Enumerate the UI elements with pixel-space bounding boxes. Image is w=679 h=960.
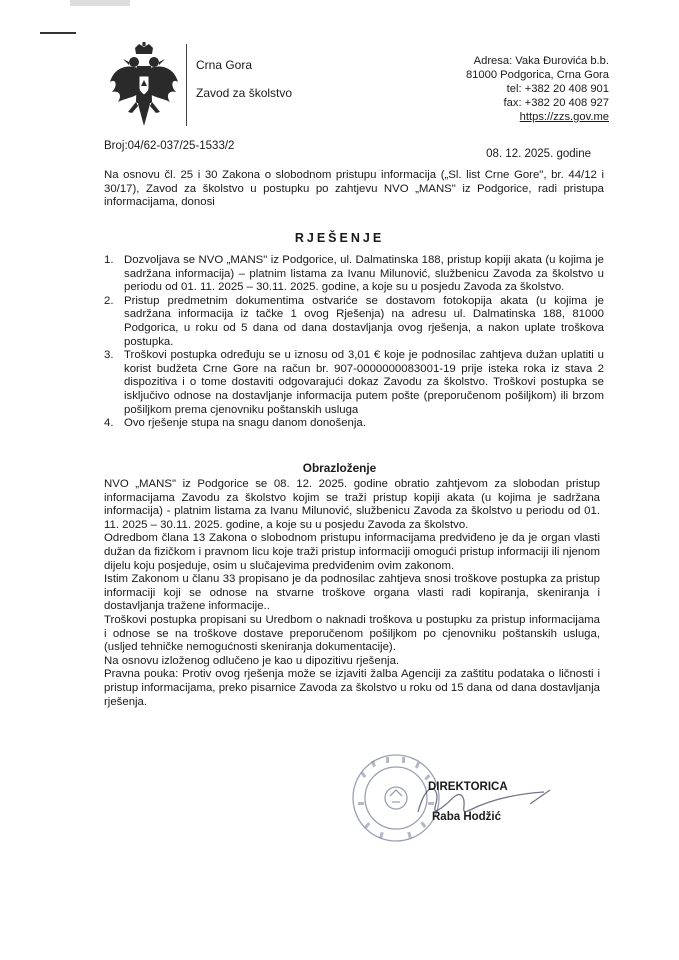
item-text: Dozvoljava se NVO „MANS" iz Podgorice, ul. Dalmatinska 188, pristup kopiji akata (u kojima je sadržana informacija) – platnim listama za Ivanu Milunović, službenicu Zavoda za školstvo u periodu od 01. 11. 2025 – 30.11. 2025. godine, a koje su u posjedu Zavoda za školstvo.: [124, 254, 604, 294]
scan-edge-mark: [70, 0, 130, 6]
margin-mark: [40, 32, 76, 34]
reference-number: Broj:04/62-037/25-1533/2: [104, 140, 235, 152]
intro-paragraph: Na osnovu čl. 25 i 30 Zakona o slobodnom pristupu informacija („Sl. list Crne Gore", br. 44/12 i 30/17), Zavod za školstvo u postupku po zahtjevu NVO „MANS" iz Podgorice, radi pristupa informacijama, donosi: [104, 169, 604, 209]
address-line: Adresa: Vaka Đurovića b.b.: [473, 55, 609, 67]
item-text: Troškovi postupka određuju se u iznosu od 3,01 € koje je podnosilac zahtjeva dužan uplatiti u korist budžeta Crne Gore na račun br. 907-0000000083001-19 prije isteka roka iz stava 2 dispozitiva i o tome dostaviti odgovarajući dokaz Zavodu za školstvo. Troškovi postupka se isključivo odnose na dostavljanje informacija putem pošte (preporučenom pošiljkom) ili brzom pošiljkom prema cjenovniku poštanskih usluga: [124, 349, 604, 416]
coat-of-arms-icon: [108, 42, 180, 130]
header-divider: [186, 44, 187, 126]
reasoning-paragraph: Na osnovu izloženog odlučeno je kao u dipozitivu rješenja.: [104, 654, 400, 667]
address-line: 81000 Podgorica, Crna Gora: [465, 69, 609, 81]
item-number: 1.: [104, 254, 114, 266]
decision-list: [104, 254, 604, 431]
website-link[interactable]: https://zzs.gov.me: [519, 111, 609, 123]
reasoning-section: [104, 478, 600, 709]
reasoning-paragraph: Odredbom člana 13 Zakona o slobodnom pristupu informacijama predviđeno je da je organ vlasti dužan da fizičkom i pravnom licu koje traži pristup informaciji omogući pristup informaciji ili njenom dijelu koju posjeduje, osim u slučajevima predviđenim ovim zakonom.: [104, 532, 600, 572]
org-country: Crna Gora: [196, 58, 253, 72]
document-date: 08. 12. 2025. godine: [486, 148, 591, 160]
signatory-name: Raba Hodžić: [432, 811, 502, 823]
reasoning-paragraph: Troškovi postupka propisani su Uredbom o naknadi troškova u postupku za pristup informacijama i odnose se na troškove dostave preporučenom pošiljkom po cjenovniku poštanskih usluga, (usljed tehničke nemogućnosti skeniranja dokumentacije).: [104, 613, 600, 654]
signatory-role: DIREKTORICA: [428, 781, 508, 793]
item-number: 4.: [104, 417, 114, 430]
item-text: Pristup predmetnim dokumentima ostvariće se dostavom fotokopija akata (u kojima je sadržana informacija iz tačke 1 ovog Rješenja) na adresu ul. Dalmatinska 188, 81000 Podgorica, u roku od 5 dana od dana dostavljanja ovog rješenja, a nakon uplate troškova postupka.: [124, 294, 604, 348]
decision-item: [104, 295, 604, 349]
item-number: 2.: [104, 294, 114, 307]
legal-notice: Pravna pouka: Protiv ovog rješenja može se izjaviti žalba Agenciji za zaštitu podataka o ličnosti i pristup informacijama, preko pisarnice Zavoda za školstvo u roku od 15 dana od dana dostavljanja rješenja.: [104, 668, 600, 708]
address-block: [466, 54, 609, 124]
org-name: Zavod za školstvo: [196, 86, 293, 100]
decision-item: [104, 417, 604, 431]
reasoning-paragraph: Istim Zakonom u članu 33 propisano je da podnosilac zahtjeva snosi troškove postupka za pristup informaciji koji se odnose na stvarne troškove organa vlasti radi kopiranja, skeniranja i dostavljanja tražene informacije..: [104, 573, 600, 613]
document-title: RJEŠENJE: [294, 231, 385, 245]
reasoning-title: Obrazloženje: [302, 461, 377, 475]
item-text: Ovo rješenje stupa na snagu danom donošenja.: [124, 417, 366, 430]
decision-item: [104, 349, 604, 417]
fax-line: fax: +382 20 408 927: [503, 97, 609, 109]
reasoning-paragraph: NVO „MANS" iz Podgorice se 08. 12. 2025. godine obratio zahtjevom za slobodan pristup informacijama Zavodu za školstvo kojim se traži pristup kopiji akata (u kojima je sadržana informacija) - platnim listama za Ivanu Milunović, službenicu Zavoda za školstvo u periodu od 01. 11. 2025 – 30.11. 2025. godine, a koje su u posjedu Zavoda za školstvo.: [104, 478, 600, 531]
decision-item: [104, 254, 604, 295]
item-number: 3.: [104, 349, 114, 362]
phone-line: tel: +382 20 408 901: [506, 83, 609, 95]
